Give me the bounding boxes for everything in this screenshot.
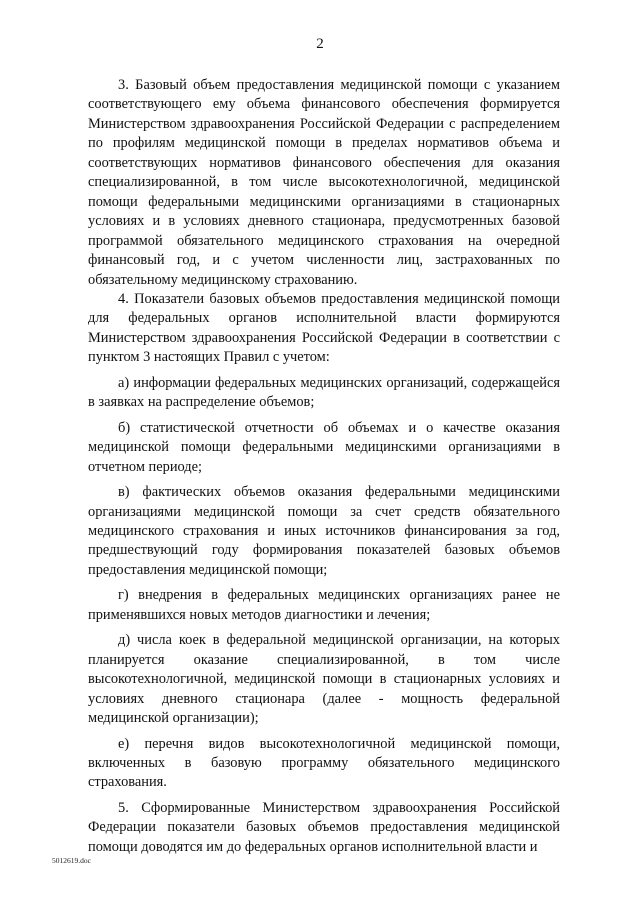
subitem-d: д) числа коек в федеральной медицинской организации, на которых планируется оказание специализированной, в том числе высокотехнологичной, медицинской помощи в стационарных условиях и условиях дневного стационара (далее - мощность федеральной медицинской организации); <box>88 632 560 727</box>
subitem-g: г) внедрения в федеральных медицинских организациях ранее не применявшихся новых методов диагностики и лечения; <box>88 587 560 623</box>
subitem-a: а) информации федеральных медицинских организаций, содержащейся в заявках на распределение объемов; <box>88 374 560 411</box>
page-number: 2 <box>316 36 324 52</box>
paragraph-4: 4. Показатели базовых объемов предоставления медицинской помощи для федеральных органов исполнительной власти формируются Министерством здравоохранения Российской Федерации в соответствии с пунктом 3 настоящих Правил с учетом: <box>88 290 560 366</box>
paragraph-5: 5. Сформированные Министерством здравоохранения Российской Федерации показатели базовых объемов предоставления медицинской помощи доводятся им до федеральных органов исполнительной власти и <box>88 799 560 855</box>
document-body <box>88 76 560 857</box>
subitem-v: в) фактических объемов оказания федеральными медицинскими организациями медицинской помощи за счет средств обязательного медицинского страхования и иных источников финансирования за год, предшествующий году формирования показателей базовых объемов предоставления медицинской помощи; <box>88 484 560 578</box>
footer-document-code: 5012619.doc <box>52 856 91 865</box>
subitem-e: е) перечня видов высокотехнологичной медицинской помощи, включенных в базовую программу обязательного медицинского страхования. <box>88 735 560 791</box>
paragraph-3: 3. Базовый объем предоставления медицинской помощи с указанием соответствующего ему объема финансового обеспечения формируется Министерством здравоохранения Российской Федерации с распределением по профилям медицинской помощи в пределах нормативов объема и соответствующих нормативов финансового обеспечения для оказания специализированной, в том числе высокотехнологичной, медицинской помощи федеральными медицинскими организациями в стационарных условиях и в условиях дневного стационара, предусмотренных базовой программой обязательного медицинского страхования на очередной финансовый год, и с учетом численности лиц, застрахованных по обязательному медицинскому страхованию. <box>88 77 560 288</box>
subitem-b: б) статистической отчетности об объемах и о качестве оказания медицинской помощи федеральными медицинскими организациями в отчетном периоде; <box>88 419 560 475</box>
